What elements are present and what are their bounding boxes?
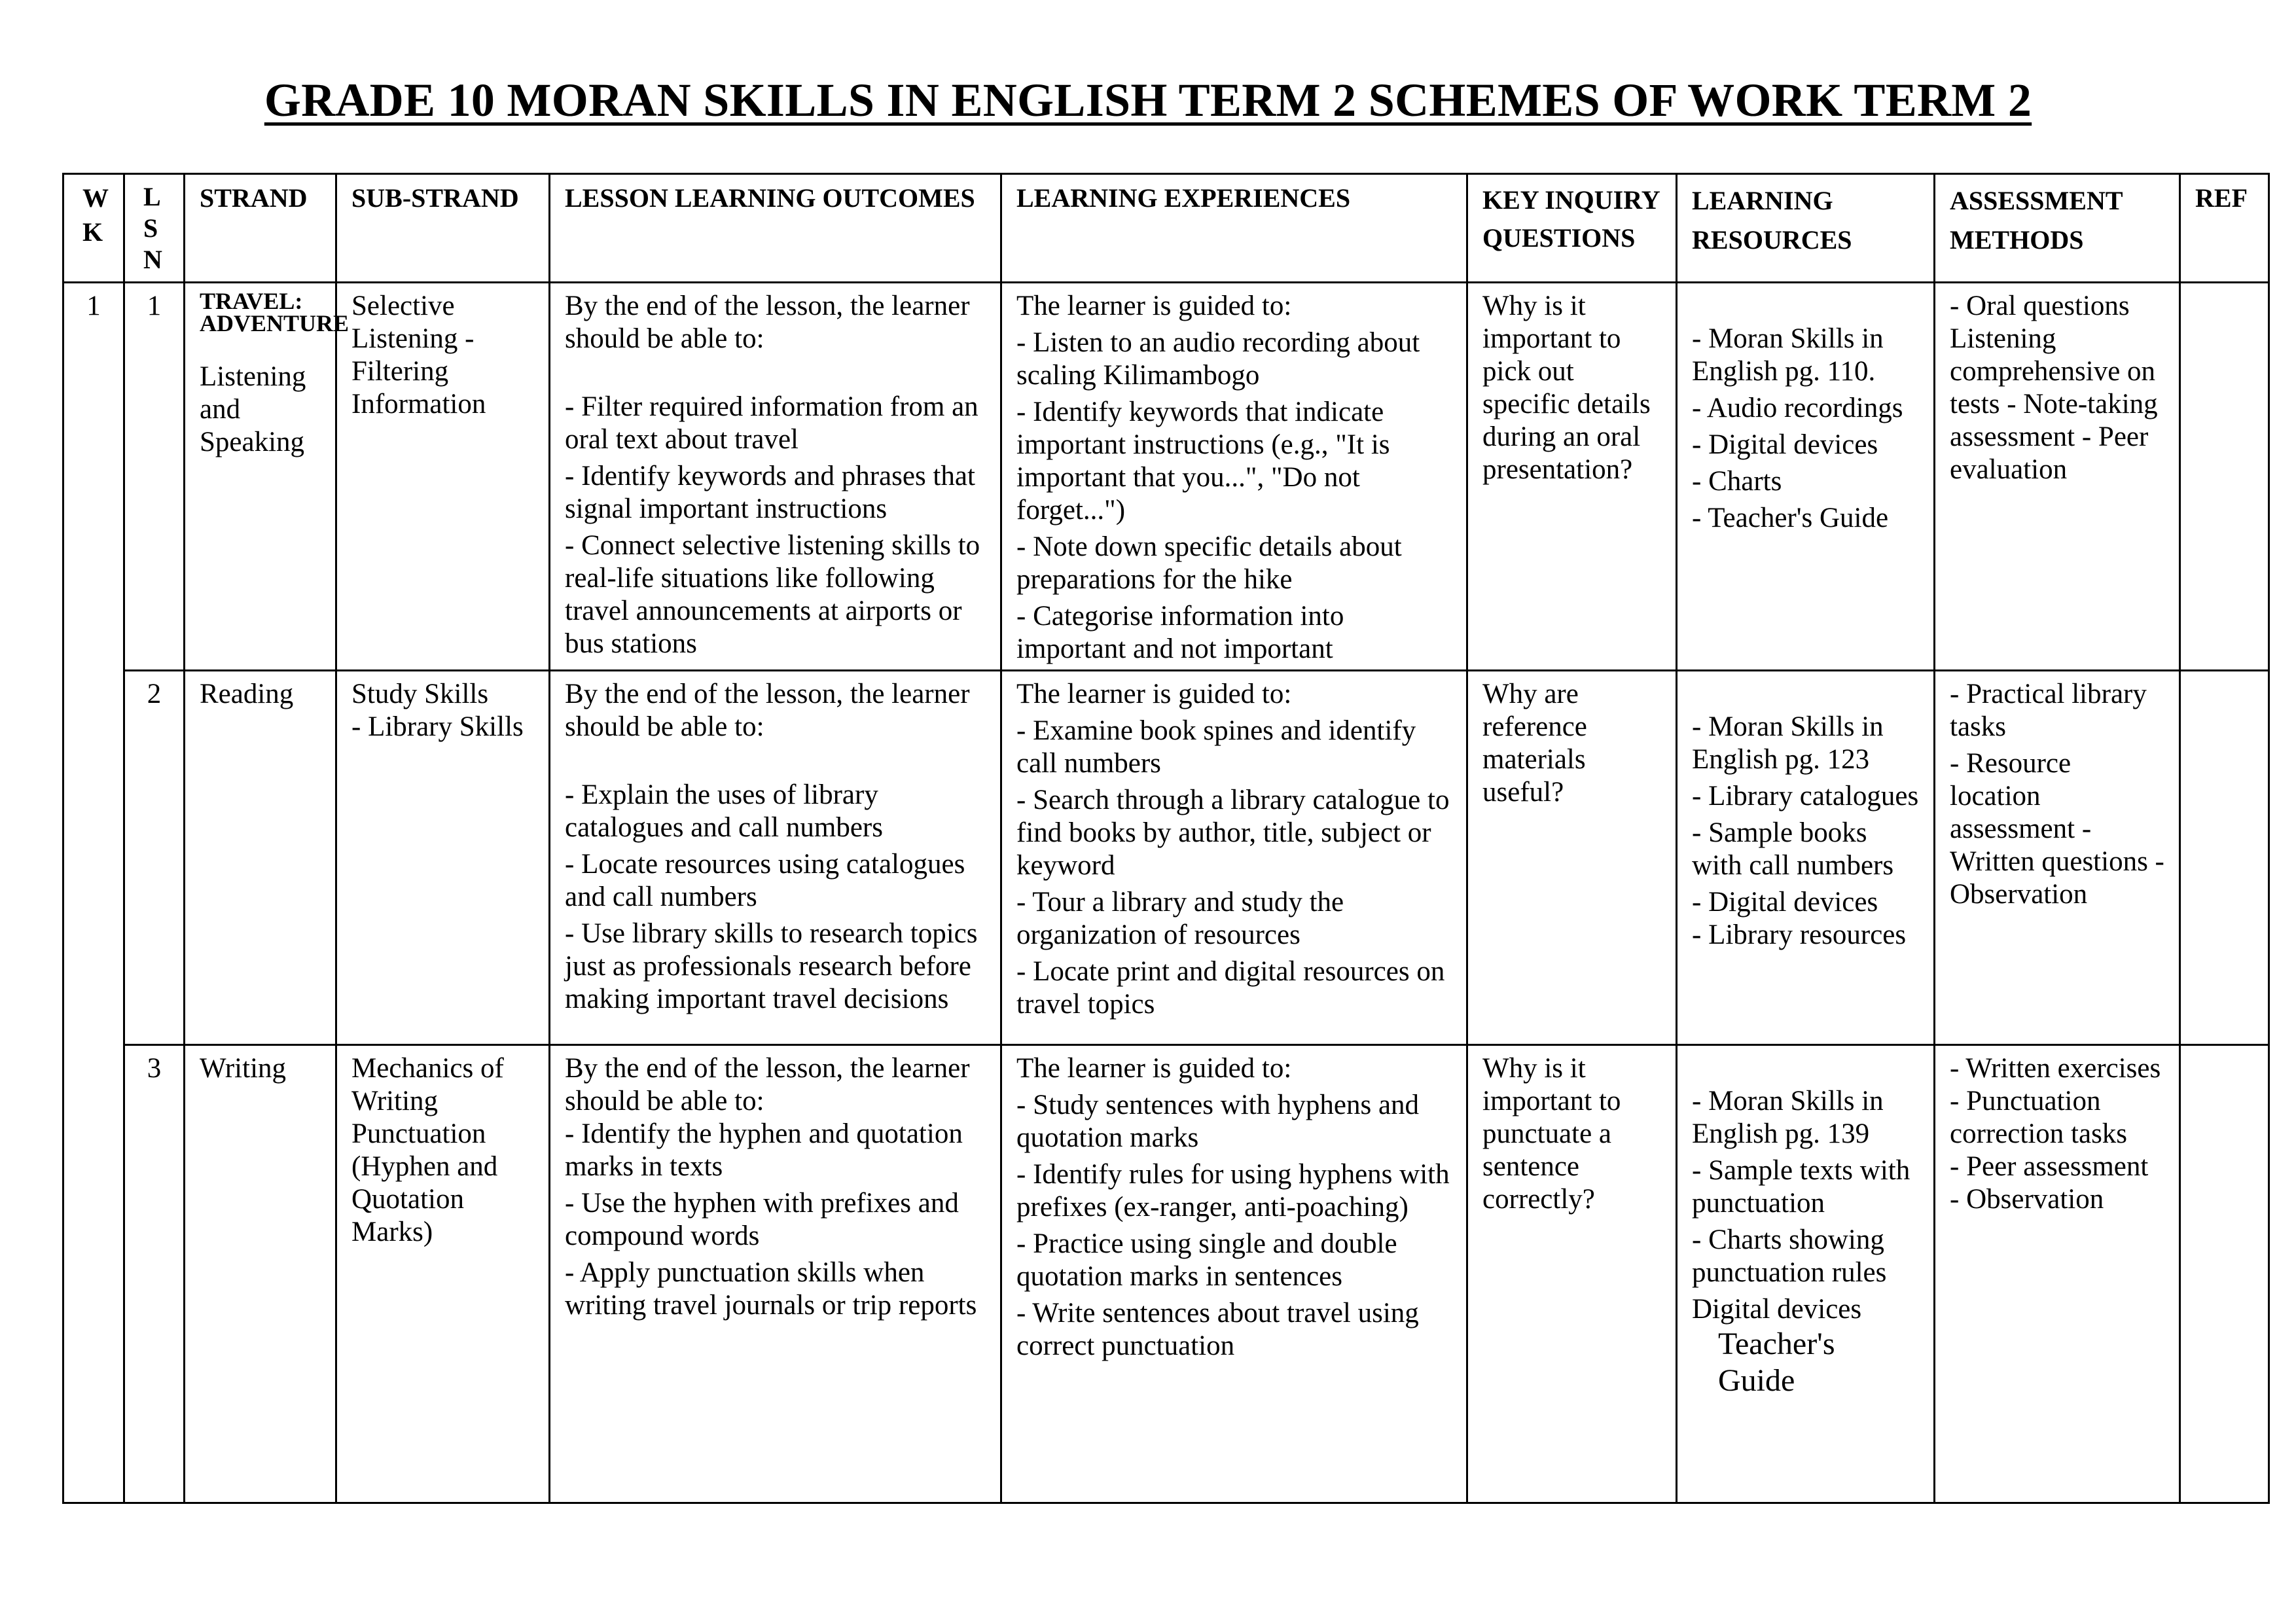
list-item: - Identify rules for using hyphens with prefixes (ex-ranger, anti-poaching) (1016, 1159, 1450, 1222)
list-item: - Moran Skills in English pg. 110. (1692, 323, 1884, 387)
list-item: - Digital devices (1692, 429, 1878, 460)
list-item: - Identify keywords and phrases that signal important instructions (565, 461, 975, 524)
list-item: - Explain the uses of library catalogues and call numbers (565, 779, 883, 843)
list-item: - Write sentences about travel using correct punctuation (1016, 1298, 1419, 1361)
experiences-cell (1001, 1045, 1467, 1503)
header-assessment: ASSESSMENT METHODS (1935, 174, 2180, 283)
list-item: - Listen to an audio recording about scaling Kilimambogo (1016, 327, 1420, 391)
key-question-cell: Why are reference materials useful? (1467, 671, 1677, 1045)
list-item: - Examine book spines and identify call numbers (1016, 715, 1416, 779)
key-question-cell: Why is it important to pick out specific details during an oral presentation? (1467, 283, 1677, 671)
list-item: - Locate resources using catalogues and call numbers (565, 849, 965, 912)
lesson-number-cell: 1 (124, 283, 185, 671)
week-cell: 1 (63, 283, 124, 1503)
header-sub-strand: SUB-STRAND (336, 174, 550, 283)
list-item: - Moran Skills in English pg. 139 (1692, 1086, 1884, 1149)
list-item: - Library catalogues (1692, 781, 1919, 812)
list-item: - Use library skills to research topics just as professionals research before making important travel decisions (565, 918, 978, 1014)
table-row (63, 671, 2269, 1045)
header-strand: STRAND (185, 174, 336, 283)
experiences-cell (1001, 283, 1467, 671)
list-item: - Sample texts with punctuation (1692, 1155, 1910, 1219)
header-row (63, 174, 2269, 283)
list-item: - Charts (1692, 466, 1782, 497)
sub-strand-cell (336, 671, 550, 1045)
assessment-cell: - Oral questions Listening comprehensive on tests - Note-taking assessment - Peer evaluation (1935, 283, 2180, 671)
list-item: - Peer assessment - Observation (1950, 1151, 2149, 1215)
table-row (63, 283, 2269, 671)
header-experiences: LEARNING EXPERIENCES (1001, 174, 1467, 283)
list-item: - Identify the hyphen and quotation marks in texts (565, 1118, 963, 1182)
outcomes-intro: By the end of the lesson, the learner should be able to: (565, 291, 970, 354)
assessment-cell (1935, 1045, 2180, 1503)
header-resources: LEARNING RESOURCES (1677, 174, 1935, 283)
list-item: - Written exercises - Punctuation correction tasks (1950, 1053, 2161, 1149)
list-item: - Connect selective listening skills to real-life situations like following travel announcements at airports or bus stations (565, 530, 980, 659)
key-question-cell: Why is it important to punctuate a sentence correctly? (1467, 1045, 1677, 1503)
outcomes-cell (550, 671, 1001, 1045)
assessment-cell (1935, 671, 2180, 1045)
sub-strand-title: Study Skills (351, 679, 489, 709)
table-row (63, 1045, 2269, 1503)
list-item: - Practice using single and double quotation marks in sentences (1016, 1228, 1397, 1292)
list-item: - Identify keywords that indicate important instructions (e.g., "It is important that you...", "Do not forget...") (1016, 397, 1390, 526)
experiences-intro: The learner is guided to: (1016, 291, 1292, 321)
header-questions: KEY INQUIRY QUESTIONS (1467, 174, 1677, 283)
list-item: Digital devices (1692, 1294, 1862, 1325)
sub-strand-detail: - Library Skills (351, 711, 524, 742)
experiences-intro: The learner is guided to: (1016, 1053, 1292, 1084)
list-item: - Digital devices (1692, 887, 1878, 918)
list-item: - Apply punctuation skills when writing travel journals or trip reports (565, 1257, 977, 1321)
header-ref: REF (2180, 174, 2269, 283)
list-item: - Study sentences with hyphens and quotation marks (1016, 1090, 1420, 1153)
ref-cell (2180, 671, 2269, 1045)
outcomes-intro: By the end of the lesson, the learner should be able to: (565, 1053, 970, 1116)
ref-cell (2180, 1045, 2269, 1503)
resources-cell (1677, 1045, 1935, 1503)
outcomes-cell (550, 1045, 1001, 1503)
experiences-cell (1001, 671, 1467, 1045)
list-item: - Locate print and digital resources on travel topics (1016, 956, 1445, 1020)
outcomes-intro: By the end of the lesson, the learner should be able to: (565, 679, 970, 742)
lesson-number-cell: 3 (124, 1045, 185, 1503)
strand-cell: Reading (185, 671, 336, 1045)
list-item: - Filter required information from an oral text about travel (565, 391, 978, 455)
list-item: - Moran Skills in English pg. 123 (1692, 711, 1884, 775)
ref-cell (2180, 283, 2269, 671)
header-wk: W K (63, 174, 124, 283)
list-item: - Teacher's Guide (1692, 503, 1889, 533)
strand-cell (185, 283, 350, 671)
list-item: - Note down specific details about preparations for the hike (1016, 531, 1402, 595)
strand-label: Listening and Speaking (200, 361, 306, 457)
outcomes-cell (550, 283, 1001, 671)
list-item: - Categorise information into important and not important (1016, 601, 1344, 664)
sub-strand-cell: Selective Listening - Filtering Information (336, 283, 550, 671)
list-item: - Library resources (1692, 919, 1907, 950)
list-item: - Resource location assessment - Written questions - Observation (1950, 748, 2164, 910)
schemes-of-work-table (62, 173, 2270, 1504)
experiences-intro: The learner is guided to: (1016, 679, 1292, 709)
list-item: - Audio recordings (1692, 393, 1903, 423)
lesson-number-cell: 2 (124, 671, 185, 1045)
strand-title: TRAVEL: ADVENTURE (200, 288, 350, 336)
strand-cell: Writing (185, 1045, 336, 1503)
list-item: - Tour a library and study the organization of resources (1016, 887, 1344, 950)
list-item: - Search through a library catalogue to find books by author, title, subject or keyword (1016, 785, 1450, 881)
list-item: - Practical library tasks (1950, 679, 2147, 742)
resources-cell (1677, 671, 1935, 1045)
page-title: GRADE 10 MORAN SKILLS IN ENGLISH TERM 2 SCHEMES OF WORK TERM 2 (264, 74, 2032, 126)
sub-strand-cell: Mechanics of Writing Punctuation (Hyphen and Quotation Marks) (336, 1045, 550, 1503)
resources-cell (1677, 283, 1935, 671)
list-item: - Use the hyphen with prefixes and compound words (565, 1188, 959, 1251)
list-item: - Charts showing punctuation rules (1692, 1224, 1887, 1288)
header-lsn: L S N (124, 174, 185, 283)
header-outcomes: LESSON LEARNING OUTCOMES (550, 174, 1001, 283)
list-item: Teacher's Guide (1718, 1327, 1835, 1398)
list-item: - Sample books with call numbers (1692, 817, 1894, 881)
